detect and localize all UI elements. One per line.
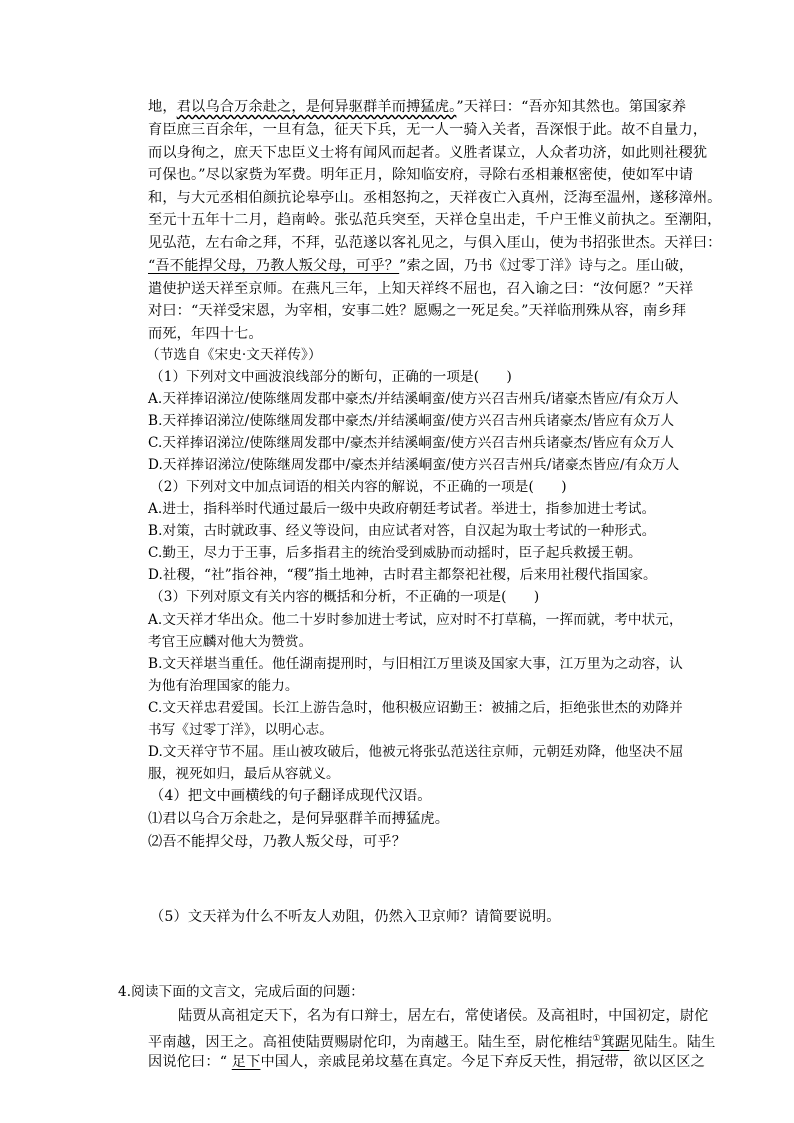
question-1-option-b: B.天祥捧诏涕泣/使陈继周发郡中豪杰/并结溪峒蛮/使方兴召吉州兵诸豪杰/皆应有众万人: [148, 413, 675, 429]
text-span: 平南越，因王之。高祖使陆贾赐尉佗印，为南越王。陆生至，尉佗椎结: [148, 1034, 593, 1051]
text-span: 因说佗曰：“: [148, 1054, 232, 1070]
question-4-sentence-2: ⑵吾不能捍父母，乃教人叛父母，可乎？: [148, 834, 407, 850]
underlined-word: 箕踞: [600, 1034, 630, 1051]
question-3-stem: （3）下列对原文有关内容的概括和分析，不正确的一项是( ): [150, 589, 540, 605]
question-3-option-d-cont: 服，视死如归，最后从容就义。: [148, 766, 340, 782]
question-2-option-c: C.勤王，尽力于王事，后多指君主的统治受到威胁而动摇时，臣子起兵救援王朝。: [148, 545, 642, 561]
underlined-word: 足下: [231, 1054, 261, 1070]
question-2-stem: （2）下列对文中加点词语的相关内容的解说，不正确的一项是( ): [150, 479, 567, 495]
passage-line: 遣使护送天祥至京师。在燕凡三年，上知天祥终不屈也，召入谕之曰：“汝何愿？”天祥: [148, 281, 694, 297]
text-span: ”天祥曰：“吾亦知其然也。第国家养: [456, 99, 687, 115]
question-3-option-d: D.文天祥守节不屈。厓山被攻破后，他被元将张弘范送往京师，元朝廷劝降，他坚决不屈: [148, 744, 684, 760]
question-3-option-a-cont: 考官王应麟对他大为赞赏。: [148, 634, 313, 650]
question-5-stem: （5）文天祥为什么不听友人劝阻，仍然入卫京师？请简要说明。: [150, 909, 561, 925]
text-span: 见陆生。陆生: [629, 1034, 716, 1051]
question-1-option-a: A.天祥捧诏涕泣/使陈继周发郡中豪杰/并结溪峒蛮/使方兴召吉州兵/诸豪杰皆应/有众万人: [148, 391, 679, 407]
question-3-option-b: B.文天祥堪当重任。他任湖南提刑时，与旧相江万里谈及国家大事，江万里为之动容，认: [148, 656, 683, 672]
question-3-option-a: A.文天祥才华出众。他二十岁时参加进士考试，应对时不打草稿，一挥而就，考中状元，: [148, 612, 683, 628]
source-citation: （节选自《宋史·文天祥传》）: [146, 347, 322, 363]
passage-line: 对曰：“天祥受宋恩，为宰相，安事二姓？愿赐之一死足矣。”天祥临刑殊从容，南乡拜: [148, 303, 687, 319]
passage-line: 而以身徇之，庶天下忠臣义士将有闻风而起者。义胜者谋立，人众者功济，如此则社稷犹: [148, 145, 708, 161]
passage-line: [148, 255, 708, 277]
question-3-option-c-cont: 书写《过零丁洋》，以明心志。: [148, 722, 333, 738]
question-3-option-b-cont: 为他有治理国家的能力。: [148, 678, 299, 694]
passage-line: [148, 96, 708, 118]
underlined-sentence: 君以乌合万余赴之，是何异驱群羊而搏猛虎。: [176, 99, 457, 115]
question-4-stem: （4）把文中画横线的句子翻译成现代汉语。: [150, 788, 432, 804]
question-1-stem: （1）下列对文中画波浪线部分的断句，正确的一项是( ): [150, 369, 512, 385]
passage-line: 而死，年四十七。: [148, 326, 263, 342]
passage-line: 育臣庶三百余年，一旦有急，征天下兵，无一人一骑入关者，吾深恨于此。故不自量力，: [148, 122, 708, 138]
question-4-sentence-1: ⑴君以乌合万余赴之，是何异驱群羊而搏猛虎。: [148, 811, 450, 827]
passage-line: 至元十五年十二月，趋南岭。张弘范兵突至，天祥仓皇出走，千户王惟义前执之。至潮阳，: [148, 212, 722, 228]
passage-line: 陆贾从高祖定天下，名为有口辩士，居左右，常使诸侯。及高祖时，中国初定，尉佗: [178, 1008, 709, 1024]
passage-line: 和，与大元丞相伯颜抗论皋亭山。丞相怒拘之，天祥夜亡入真州，泛海至温州，遂移漳州。: [148, 190, 722, 206]
item-4-title: 4.阅读下面的文言文，完成后面的问题：: [118, 984, 364, 1000]
question-2-option-a: A.进士，指科举时代通过最后一级中央政府朝廷考试者。举进士，指参加进士考试。: [148, 501, 656, 517]
question-2-option-d: D.社稷，“社”指谷神，“稷”指土地神，古时君主都祭祀社稷，后来用社稷代指国家。: [148, 567, 657, 583]
passage-line: [148, 1028, 716, 1054]
question-3-option-c: C.文天祥忠君爱国。长江上游告急时，他积极应诏勤王：被捕之后，拒绝张世杰的劝降并: [148, 700, 683, 716]
question-1-option-c: C.天祥捧诏涕泣/使陈继周发郡中/豪杰并结溪峒蛮/使方兴召吉州兵诸豪杰/皆应有众万人: [148, 435, 675, 451]
footnote-marker: ①: [592, 1034, 601, 1044]
question-2-option-b: B.对策，古时就政事、经义等设问，由应试者对答，自汉起为取士考试的一种形式。: [148, 523, 656, 539]
underlined-sentence: “吾不能捍父母，乃教人叛父母，可乎？: [148, 258, 400, 274]
passage-line: 见弘范，左右命之拜，不拜，弘范遂以客礼见之，与俱入厓山，使为书招张世杰。天祥曰：: [148, 235, 722, 251]
text-span: 地，: [148, 99, 177, 115]
text-span: 中国人，亲戚昆弟坟墓在真定。今足下弃反天性，捐冠带，欲以区区之: [260, 1054, 705, 1070]
text-span: ”索之固，乃书《过零丁洋》诗与之。厓山破，: [399, 258, 694, 274]
passage-line: 可保也。”尽以家赀为军费。明年正月，除知临安府，寻除右丞相兼枢密使，使如军中请: [148, 167, 694, 183]
passage-line: [148, 1051, 708, 1073]
question-1-option-d: D.天祥捧诏涕泣/使陈继周发郡中/豪杰并结溪峒蛮/使方兴召吉州兵/诸豪杰皆应/有众万人: [148, 457, 680, 473]
